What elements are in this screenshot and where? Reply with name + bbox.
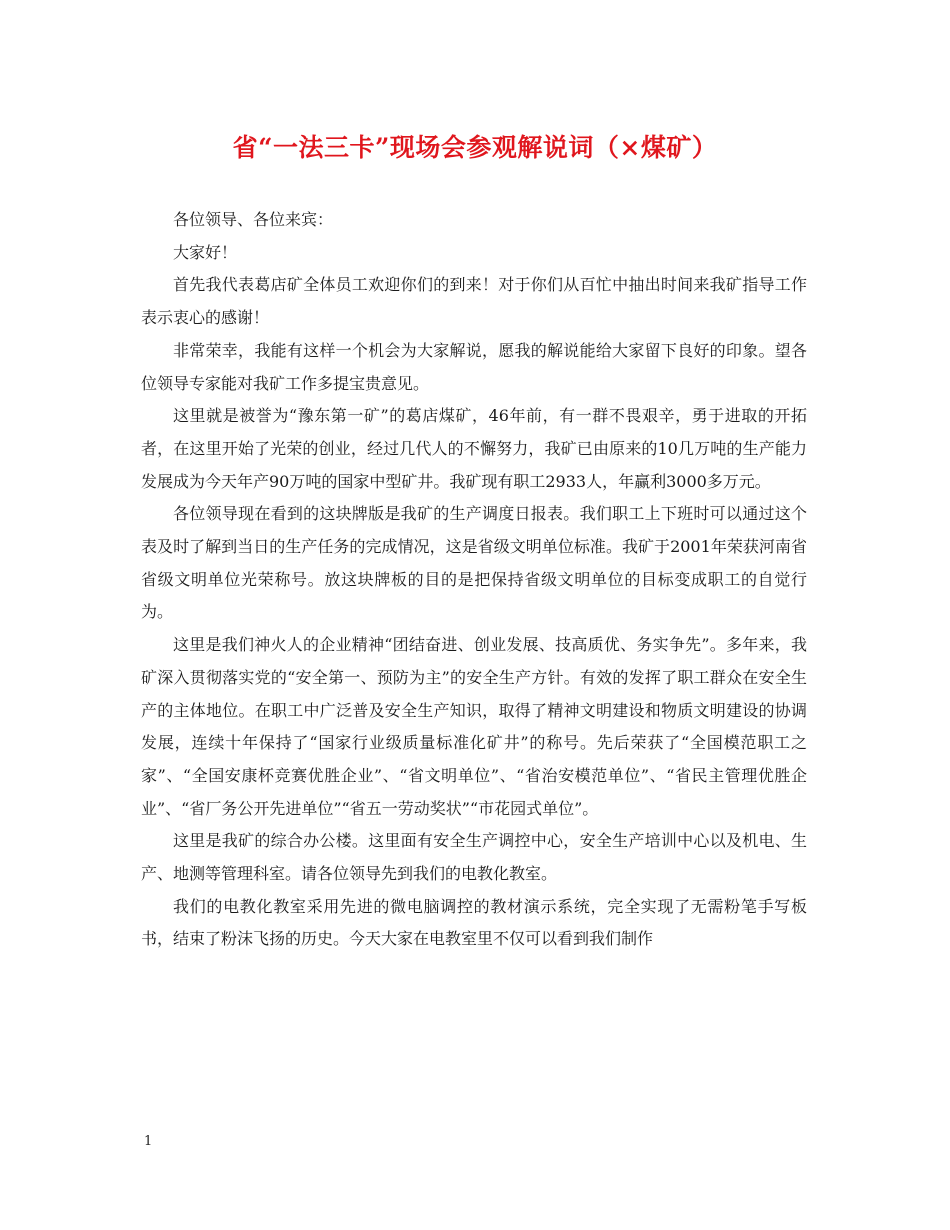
paragraph-daily-report: 各位领导现在看到的这块牌版是我矿的生产调度日报表。我们职工上下班时可以通过这个表及时了解到当日的生产任务的完成情况，这是省级文明单位标准。我矿于2001年荣获河南省省级文明单位光荣称号。放这块牌板的目的是把保持省级文明单位的目标变成职工的自觉行为。	[141, 504, 807, 622]
paragraph-greeting: 大家好！	[173, 242, 238, 262]
page-number: 1	[144, 1134, 153, 1149]
paragraph-enterprise-spirit: 这里是我们神火人的企业精神“团结奋进、创业发展、技高质优、务实争先”。多年来，我矿深入贯彻落实党的“安全第一、预防为主”的安全生产方针。有效的发挥了职工群众在安全生产的主体地位。在职工中广泛普及安全生产知识，取得了精神文明建设和物质文明建设的协调发展，连续十年保持了“国家行业级质量标准化矿井”的称号。先后荣获了“全国模范职工之家”、“全国安康杯竞赛优胜企业”、“省文明单位”、“省治安模范单位”、“省民主管理优胜企业”、“省厂务公开先进单位”“省五一劳动奖状”“市花园式单位”。	[141, 635, 807, 818]
paragraph-honor: 非常荣幸，我能有这样一个机会为大家解说，愿我的解说能给大家留下良好的印象。望各位领导专家能对我矿工作多提宝贵意见。	[141, 340, 807, 393]
document-title: 省“一法三卡”现场会参观解说词（×煤矿）	[232, 133, 718, 162]
paragraph-welcome: 首先我代表葛店矿全体员工欢迎你们的到来！对于你们从百忙中抽出时间来我矿指导工作表示衷心的感谢！	[141, 275, 807, 328]
paragraph-salutation: 各位领导、各位来宾：	[173, 210, 334, 229]
paragraph-office-building: 这里是我矿的综合办公楼。这里面有安全生产调控中心，安全生产培训中心以及机电、生产、地测等管理科室。请各位领导先到我们的电教化教室。	[141, 831, 807, 884]
document-body	[141, 204, 807, 956]
paragraph-classroom: 我们的电教化教室采用先进的微电脑调控的教材演示系统，完全实现了无需粉笔手写板书，结束了粉沫飞扬的历史。今天大家在电教室里不仅可以看到我们制作	[141, 896, 807, 949]
paragraph-mine-history: 这里就是被誉为“豫东第一矿”的葛店煤矿，46年前，有一群不畏艰辛，勇于进取的开拓者，在这里开始了光荣的创业，经过几代人的不懈努力，我矿已由原来的10几万吨的生产能力发展成为今天年产90万吨的国家中型矿井。我矿现有职工2933人，年赢利3000多万元。	[141, 406, 807, 491]
